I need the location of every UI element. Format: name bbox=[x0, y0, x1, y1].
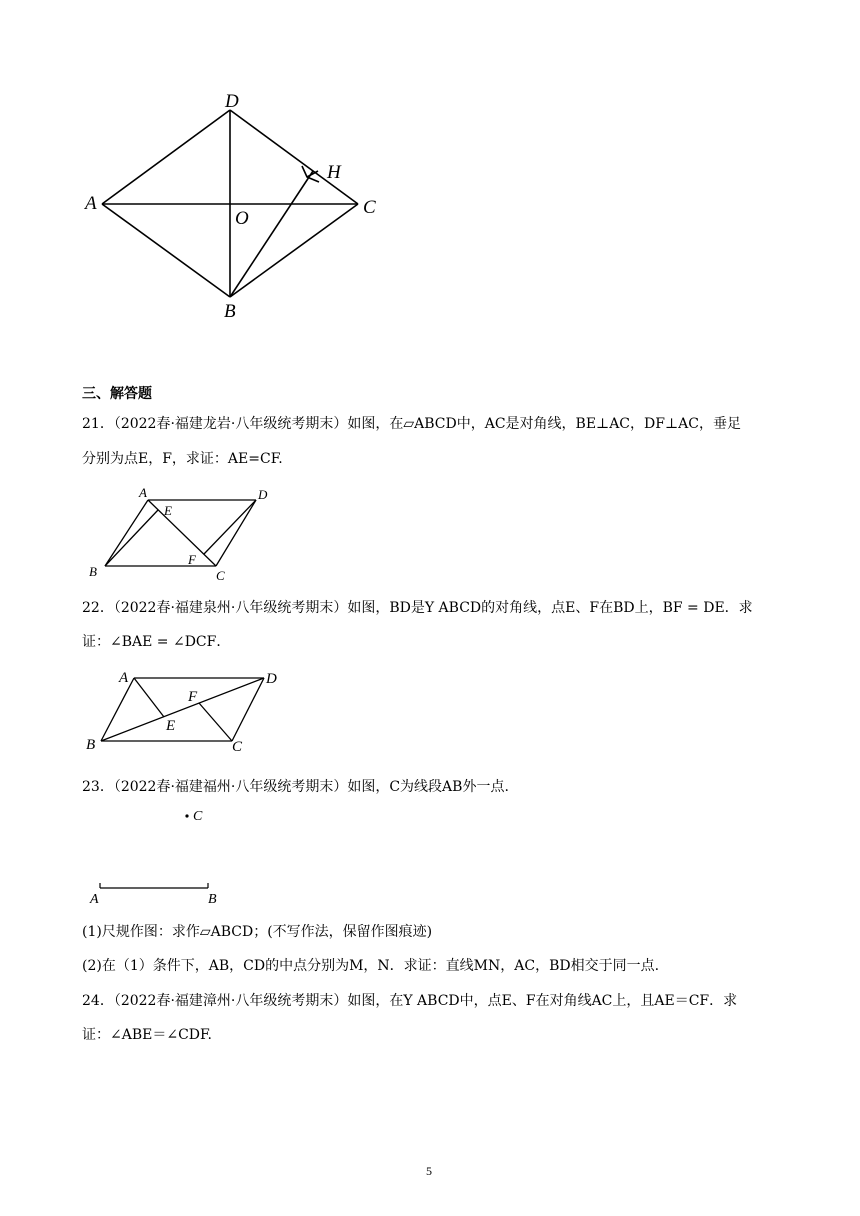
figure-q23 bbox=[84, 800, 234, 910]
q21-label-E: E bbox=[164, 503, 172, 518]
q21-label-C: C bbox=[216, 568, 225, 583]
q24-line1: 24．（2022春·福建漳州·八年级统考期末）如图，在Y ABCD中，点E、F在对角线AC上，且AE＝CF．求 bbox=[82, 993, 738, 1009]
q21-diagonal-AC bbox=[148, 500, 216, 566]
edge-AD bbox=[102, 110, 230, 204]
q23-part1: (1)尺规作图：求作▱ABCD；(不写作法，保留作图痕迹) bbox=[82, 924, 433, 940]
q21-edge-DC bbox=[216, 500, 256, 566]
q21-line1: 21．（2022春·福建龙岩·八年级统考期末）如图，在▱ABCD中，AC是对角线，BE⊥AC，DF⊥AC，垂足 bbox=[82, 416, 741, 432]
page-number: 5 bbox=[426, 1164, 432, 1178]
label-B: B bbox=[224, 301, 236, 322]
q22-label-A: A bbox=[119, 670, 129, 686]
q21-label-B: B bbox=[89, 564, 97, 579]
q23-label-B: B bbox=[208, 892, 217, 907]
section-heading: 三、解答题 bbox=[82, 386, 152, 402]
q21-line2: 分别为点E，F，求证：AE=CF. bbox=[82, 451, 283, 467]
edge-BA bbox=[102, 204, 230, 297]
q22-edge-BA bbox=[101, 678, 134, 741]
label-O: O bbox=[235, 208, 249, 229]
q22-edge-DC bbox=[232, 678, 264, 741]
label-A: A bbox=[85, 193, 97, 214]
figure-q21 bbox=[84, 484, 284, 584]
q23-label-C: C bbox=[193, 809, 203, 824]
q22-segment-AE bbox=[134, 678, 164, 717]
q23-line1: 23．（2022春·福建福州·八年级统考期末）如图，C为线段AB外一点. bbox=[82, 779, 509, 795]
q22-label-C: C bbox=[232, 739, 243, 755]
q23-point-C bbox=[185, 814, 188, 817]
q21-segment-DF bbox=[204, 500, 256, 554]
segment-BH bbox=[230, 171, 313, 297]
q23-label-A: A bbox=[90, 892, 99, 907]
q22-diagonal-BD bbox=[101, 678, 264, 741]
q24-line2: 证：∠ABE＝∠CDF. bbox=[82, 1027, 212, 1043]
q21-label-A: A bbox=[139, 485, 147, 500]
q23-part2: (2)在（1）条件下，AB，CD的中点分别为M，N．求证：直线MN，AC，BD相交于同一点. bbox=[82, 958, 660, 974]
edge-CB bbox=[230, 204, 358, 297]
figure-q22 bbox=[84, 666, 294, 758]
figure-rhombus bbox=[80, 85, 400, 325]
edge-DC bbox=[230, 110, 358, 204]
q22-label-F: F bbox=[188, 689, 198, 705]
q21-label-F: F bbox=[188, 552, 196, 567]
q22-label-E: E bbox=[166, 718, 176, 734]
label-H: H bbox=[327, 162, 341, 183]
label-D: D bbox=[225, 91, 239, 112]
q21-segment-BE bbox=[105, 510, 158, 566]
q21-label-D: D bbox=[258, 487, 268, 502]
q22-label-D: D bbox=[266, 671, 277, 687]
q21-edge-BA bbox=[105, 500, 148, 566]
q22-label-B: B bbox=[86, 737, 96, 753]
q22-line2: 证：∠BAE = ∠DCF． bbox=[82, 634, 231, 650]
q22-line1: 22．（2022春·福建泉州·八年级统考期末）如图，BD是Y ABCD的对角线，点E、F在BD上，BF = DE．求 bbox=[82, 600, 753, 616]
q22-segment-CF bbox=[199, 703, 232, 741]
label-C: C bbox=[363, 197, 376, 218]
